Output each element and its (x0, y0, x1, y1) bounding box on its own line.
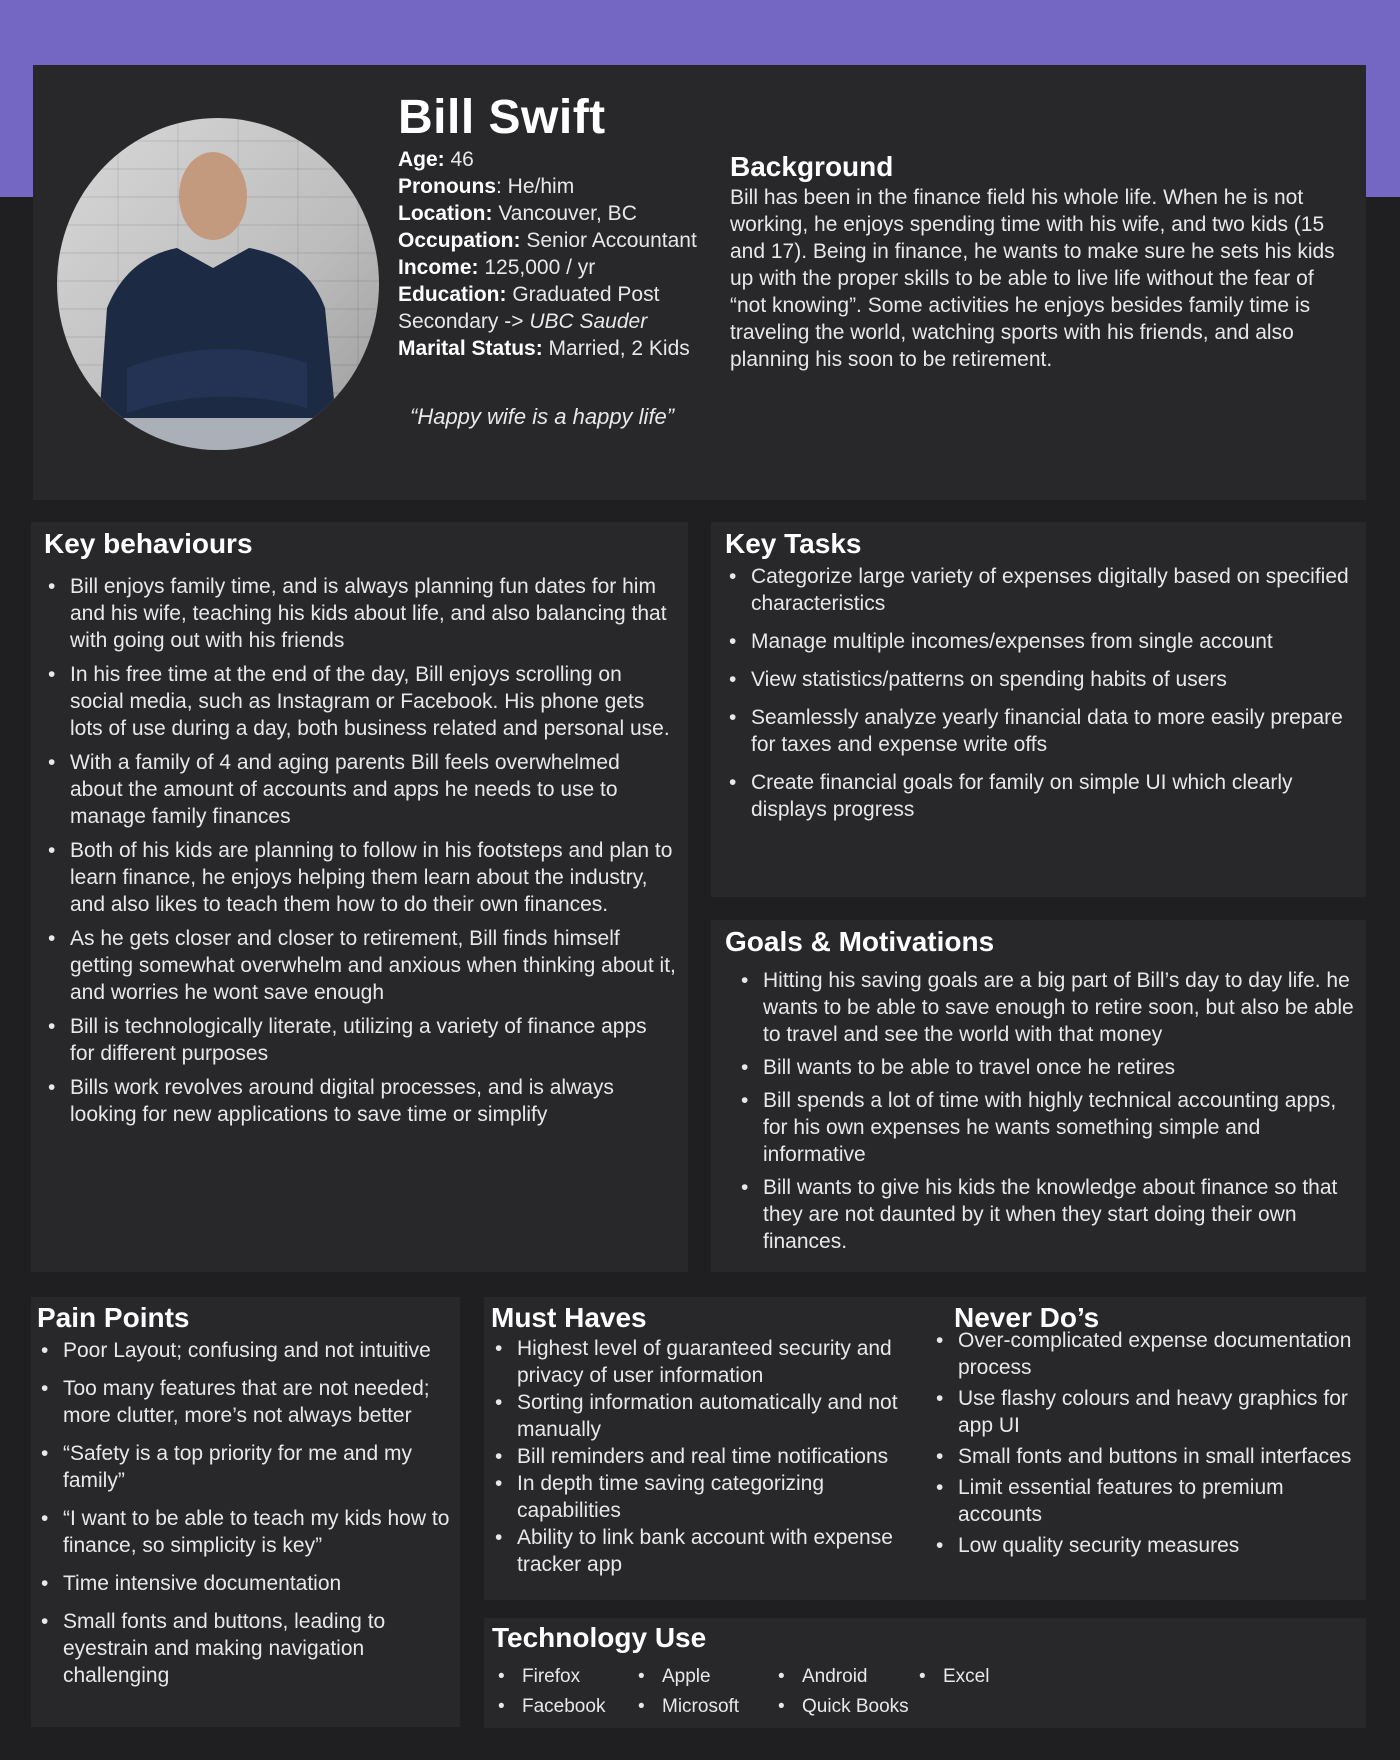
key-behaviours-list (44, 573, 676, 1128)
list-item: • Seamlessly analyze yearly financial data to more easily prepare for taxes and expense write offs (725, 704, 1354, 758)
location-line: Location: Vancouver, BC (398, 202, 637, 225)
list-item: • “I want to be able to teach my kids how to finance, so simplicity is key” (37, 1505, 452, 1559)
technology-item: • Microsoft (634, 1695, 774, 1719)
technology-panel (484, 1618, 1366, 1728)
technology-item: • Firefox (494, 1665, 634, 1689)
list-item: • “Safety is a top priority for me and my family” (37, 1440, 452, 1494)
list-item: • Both of his kids are planning to follow in his footsteps and plan to learn finance, he enjoys helping them learn about the industry, and also likes to teach them how to do their own finances. (44, 837, 676, 918)
person-name: Bill Swift (398, 91, 606, 144)
pronouns-line: Pronouns: He/him (398, 175, 575, 198)
must-haves-list (491, 1335, 921, 1578)
list-item: • In his free time at the end of the day, Bill enjoys scrolling on social media, such as Instagram or Facebook. His phone gets lots of use during a day, both business related and personal use. (44, 661, 676, 742)
list-item: • Ability to link bank account with expense tracker app (491, 1524, 921, 1578)
list-item: • Over-complicated expense documentation process (932, 1327, 1357, 1381)
never-dos-title: Never Do’s (954, 1302, 1100, 1333)
list-item: • Poor Layout; confusing and not intuitive (37, 1337, 452, 1364)
occupation-line: Occupation: Senior Accountant (398, 229, 697, 252)
goals-list (725, 967, 1354, 1255)
profile-quote: “Happy wife is a happy life” (410, 404, 675, 429)
key-tasks-panel (711, 522, 1366, 897)
technology-item: • Apple (634, 1665, 774, 1689)
list-item: • Categorize large variety of expenses digitally based on specified characteristics (725, 563, 1354, 617)
background-title: Background (730, 151, 894, 182)
list-item: • Small fonts and buttons in small interfaces (932, 1443, 1357, 1470)
technology-title: Technology Use (492, 1622, 707, 1653)
must-haves-title: Must Haves (491, 1302, 647, 1333)
profile-info (398, 90, 728, 362)
never-dos-section (932, 1301, 1357, 1559)
list-item: • Small fonts and buttons, leading to eyestrain and making navigation challenging (37, 1608, 452, 1689)
key-tasks-title: Key Tasks (725, 528, 862, 559)
key-tasks-list (725, 563, 1354, 823)
list-item: • Bill reminders and real time notifications (491, 1443, 921, 1470)
list-item: • Manage multiple incomes/expenses from single account (725, 628, 1354, 655)
list-item: • As he gets closer and closer to retirement, Bill finds himself getting somewhat overwhelm and anxious when thinking about it, and worries he wont save enough (44, 925, 676, 1006)
list-item: • Bill wants to be able to travel once he retires (737, 1054, 1354, 1081)
pain-points-panel (31, 1297, 460, 1727)
list-item: • Limit essential features to premium accounts (932, 1474, 1357, 1528)
list-item: • With a family of 4 and aging parents Bill feels overwhelmed about the amount of accounts and apps he needs to use to manage family finances (44, 749, 676, 830)
list-item: • Create financial goals for family on simple UI which clearly displays progress (725, 769, 1354, 823)
list-item: • Bill is technologically literate, utilizing a variety of finance apps for different purposes (44, 1013, 676, 1067)
age-line: Age: 46 (398, 148, 474, 171)
technology-item: • Facebook (494, 1695, 634, 1719)
list-item: • Time intensive documentation (37, 1570, 452, 1597)
list-item: • Low quality security measures (932, 1532, 1357, 1559)
technology-item: • Quick Books (774, 1695, 915, 1719)
technology-list (494, 1665, 1358, 1719)
list-item: • Highest level of guaranteed security and privacy of user information (491, 1335, 921, 1389)
goals-title: Goals & Motivations (725, 926, 995, 957)
person-photo-icon (57, 118, 379, 450)
background-text: Bill has been in the finance field his whole life. When he is not working, he enjoys spending time with his wife, and two kids (15 and 17). Being in finance, he wants to make sure he sets his kids up with the proper skills to be able to live life without the fear of “not knowing”. Some activities he enjoys besides family time is traveling the world, watching sports with his friends, and also planning his soon to be retirement. (730, 186, 1335, 371)
never-dos-list (932, 1327, 1357, 1559)
key-behaviours-panel (31, 522, 688, 1272)
income-line: Income: 125,000 / yr (398, 256, 596, 279)
key-behaviours-title: Key behaviours (44, 528, 253, 559)
technology-item: • Excel (915, 1665, 1055, 1689)
technology-item: • Android (774, 1665, 915, 1689)
marital-status-line: Marital Status: Married, 2 Kids (398, 337, 690, 360)
list-item: • View statistics/patterns on spending habits of users (725, 666, 1354, 693)
profile-photo (57, 118, 379, 450)
education-line: Education: Graduated Post Secondary -> UBC Sauder (398, 283, 660, 333)
list-item: • Bill enjoys family time, and is always planning fun dates for him and his wife, teaching his kids about life, and also balancing that with going out with his friends (44, 573, 676, 654)
goals-panel (711, 920, 1366, 1272)
list-item: • In depth time saving categorizing capabilities (491, 1470, 921, 1524)
list-item: • Too many features that are not needed; more clutter, more’s not always better (37, 1375, 452, 1429)
list-item: • Sorting information automatically and not manually (491, 1389, 921, 1443)
list-item: • Use flashy colours and heavy graphics for app UI (932, 1385, 1357, 1439)
must-haves-section (491, 1301, 921, 1578)
pain-points-list (37, 1337, 452, 1689)
list-item: • Bills work revolves around digital processes, and is always looking for new applications to save time or simplify (44, 1074, 676, 1128)
list-item: • Hitting his saving goals are a big part of Bill’s day to day life. he wants to be able to save enough to retire soon, but also be able to travel and see the world with that money (737, 967, 1354, 1048)
list-item: • Bill wants to give his kids the knowledge about finance so that they are not daunted by it when they start doing their own finances. (737, 1174, 1354, 1255)
list-item: • Bill spends a lot of time with highly technical accounting apps, for his own expenses he wants something simple and informative (737, 1087, 1354, 1168)
pain-points-title: Pain Points (37, 1302, 190, 1333)
background-section (730, 150, 1355, 373)
